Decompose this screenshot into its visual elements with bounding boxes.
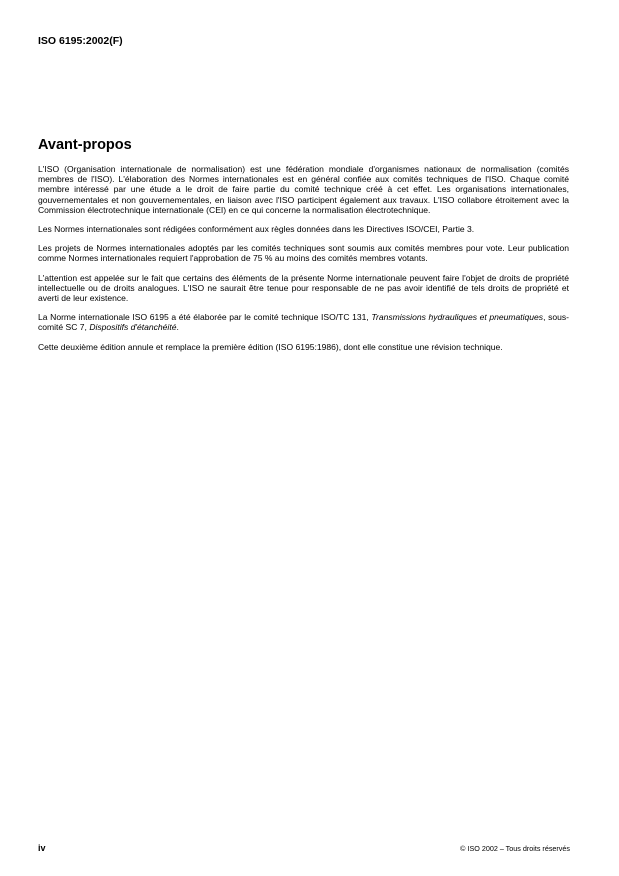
- committee-text-1: La Norme internationale ISO 6195 a été élaborée par le comité technique ISO/TC 131,: [38, 312, 372, 323]
- section-title: Avant-propos: [38, 137, 132, 153]
- paragraph-directives: Les Normes internationales sont rédigées conformément aux règles données dans les Directives ISO/CEI, Partie 3.: [38, 224, 475, 235]
- paragraph-iso-organisation: L'ISO (Organisation internationale de normalisation) est une fédération mondiale d'organismes nationaux de normalisation (comités membres de l'ISO). L'élaboration des Normes internationales est en général confiée aux comités techniques de l'ISO. Chaque comité membre intéressé par une étude a le droit de faire partie du comité technique créé à cet effet. Les organisations internationales, gouvernementales et non gouvernementales, en liaison avec l'ISO participent également aux travaux. L'ISO collabore étroitement avec la Commission électrotechnique internationale (CEI) en ce qui concerne la normalisation électrotechnique.: [38, 164, 569, 215]
- page-number: iv: [38, 843, 46, 853]
- subcommittee-title: Dispositifs d'étanchéité: [89, 322, 177, 333]
- committee-text-3: .: [176, 322, 179, 333]
- copyright-notice: © ISO 2002 – Tous droits réservés: [460, 844, 570, 853]
- paragraph-edition: Cette deuxième édition annule et remplace la première édition (ISO 6195:1986), dont elle constitue une révision technique.: [38, 341, 503, 352]
- committee-text-2: , sous-comité SC 7,: [38, 312, 569, 333]
- paragraph-patent-rights: L'attention est appelée sur le fait que certains des éléments de la présente Norme internationale peuvent faire l'objet de droits de propriété intellectuelle ou de droits analogues. L'ISO ne saurait être tenue pour responsable de ne pas avoir identifié de tels droits de propriété et averti de leur existence.: [38, 272, 569, 304]
- committee-title: Transmissions hydrauliques et pneumatiques: [371, 312, 544, 323]
- paragraph-committee: [38, 312, 569, 332]
- paragraph-voting: Les projets de Normes internationales adoptés par les comités techniques sont soumis aux comités membres pour vote. Leur publication comme Normes internationales requiert l'approbation de 75 % au moins des comités membres votants.: [38, 243, 569, 264]
- document-id-header: ISO 6195:2002(F): [38, 35, 123, 47]
- foreword-body: [38, 164, 569, 352]
